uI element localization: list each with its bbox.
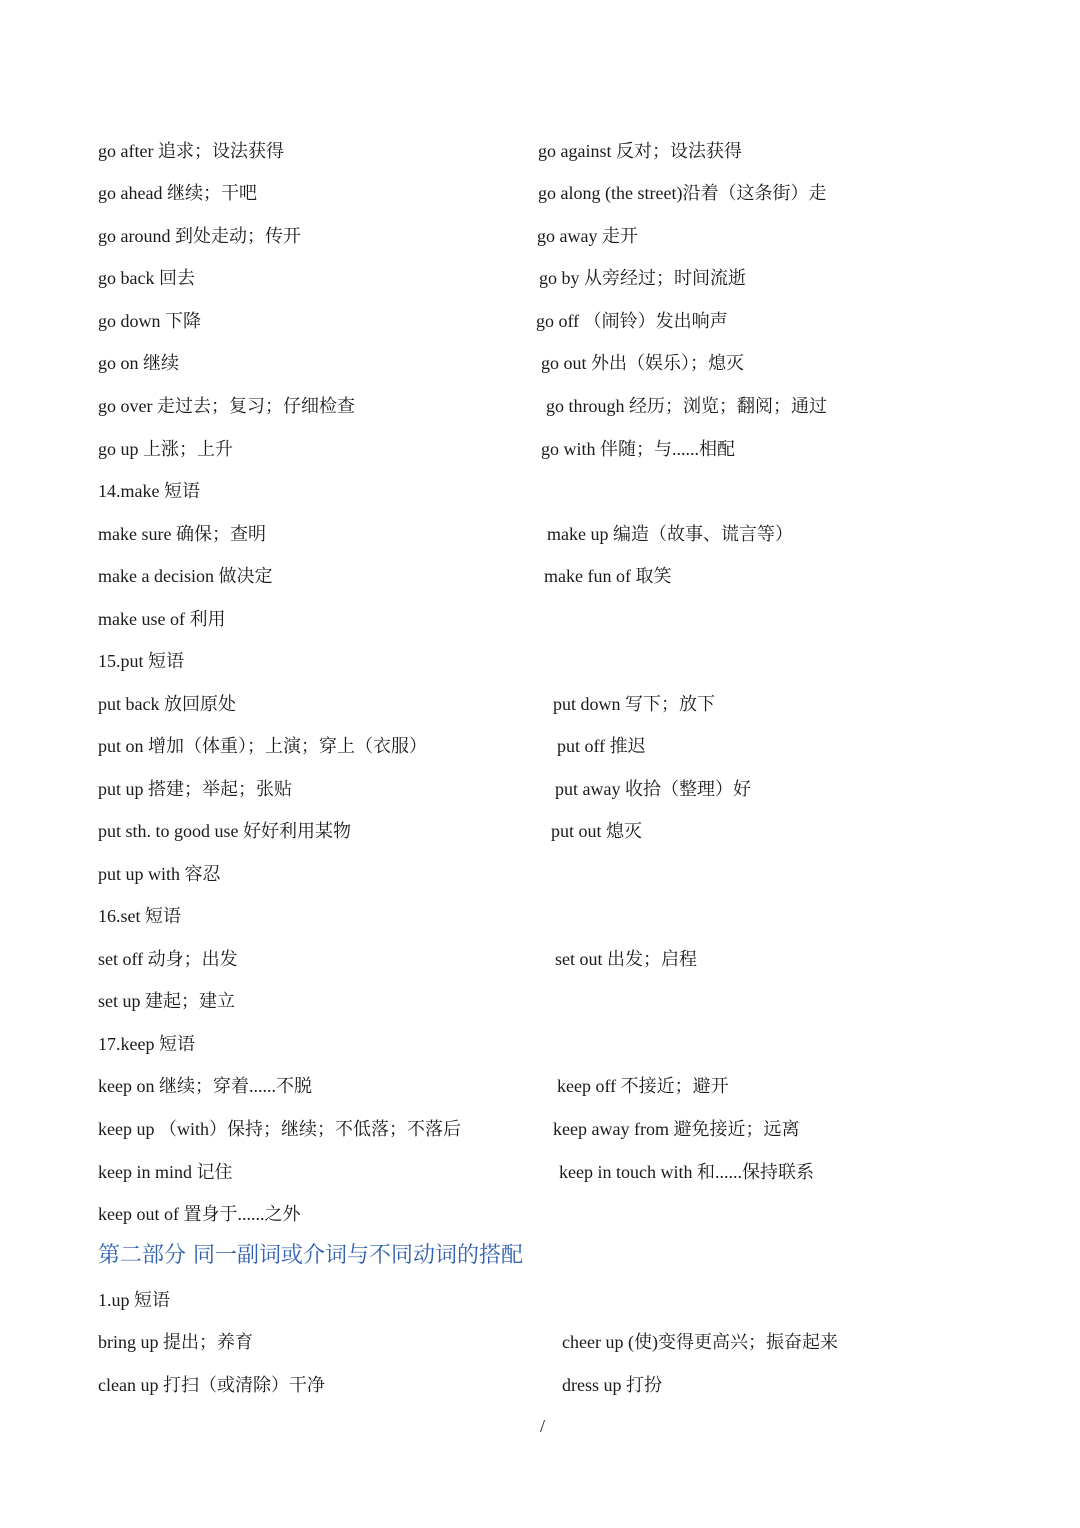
phrase-left: go on 继续 bbox=[98, 353, 179, 373]
phrase-left: put sth. to good use 好好利用某物 bbox=[98, 821, 352, 841]
phrase-right: go off （闹铃）发出响声 bbox=[536, 311, 728, 331]
phrase-right: make up 编造（故事、谎言等） bbox=[547, 524, 793, 544]
phrase-right: dress up 打扮 bbox=[562, 1375, 662, 1395]
section-heading-set: 16.set 短语 bbox=[98, 906, 181, 926]
phrase-right: go by 从旁经过；时间流逝 bbox=[539, 268, 746, 288]
phrase-row bbox=[98, 731, 998, 761]
phrase-left: keep out of 置身于......之外 bbox=[98, 1204, 301, 1224]
phrase-row bbox=[98, 1370, 998, 1400]
phrase-left: go over 走过去；复习；仔细检查 bbox=[98, 396, 355, 416]
phrase-row bbox=[98, 561, 998, 591]
phrase-left: put up with 容忍 bbox=[98, 864, 221, 884]
part-two-title: 第二部分 同一副词或介词与不同动词的搭配 bbox=[98, 1243, 523, 1268]
phrase-row bbox=[98, 1199, 998, 1229]
phrase-left: go down 下降 bbox=[98, 311, 201, 331]
phrase-right: keep away from 避免接近；远离 bbox=[553, 1119, 800, 1139]
phrase-right: put out 熄灭 bbox=[551, 821, 643, 841]
phrase-right: set out 出发；启程 bbox=[555, 949, 697, 969]
phrase-right: put off 推迟 bbox=[557, 736, 646, 756]
phrase-right: go out 外出（娱乐）；熄灭 bbox=[541, 353, 745, 373]
phrase-left: make use of 利用 bbox=[98, 609, 226, 629]
phrase-row bbox=[98, 1114, 998, 1144]
phrase-right: make fun of 取笑 bbox=[544, 566, 672, 586]
phrase-left: bring up 提出；养育 bbox=[98, 1332, 253, 1352]
phrase-row bbox=[98, 1071, 998, 1101]
phrase-left: go up 上涨；上升 bbox=[98, 439, 233, 459]
phrase-left: keep up （with）保持；继续；不低落；不落后 bbox=[98, 1119, 461, 1139]
phrase-left: put on 增加（体重）；上演；穿上（衣服） bbox=[98, 736, 427, 756]
phrase-row bbox=[98, 859, 998, 889]
phrase-row bbox=[98, 391, 998, 421]
phrase-row bbox=[98, 434, 998, 464]
phrase-right: put away 收拾（整理）好 bbox=[555, 779, 751, 799]
page-number: / bbox=[540, 1416, 546, 1436]
phrase-row bbox=[98, 1157, 998, 1187]
phrase-left: go around 到处走动；传开 bbox=[98, 226, 301, 246]
phrase-row bbox=[98, 944, 998, 974]
phrase-left: keep in mind 记住 bbox=[98, 1162, 233, 1182]
phrase-row bbox=[98, 689, 998, 719]
phrase-row bbox=[98, 519, 998, 549]
phrase-row bbox=[98, 986, 998, 1016]
phrase-left: put up 搭建；举起；张贴 bbox=[98, 779, 293, 799]
phrase-left: clean up 打扫（或清除）干净 bbox=[98, 1375, 325, 1395]
phrase-row bbox=[98, 816, 998, 846]
phrase-right: keep in touch with 和......保持联系 bbox=[559, 1162, 814, 1182]
phrase-right: keep off 不接近；避开 bbox=[557, 1076, 729, 1096]
section-heading-make: 14.make 短语 bbox=[98, 481, 200, 501]
phrase-right: go away 走开 bbox=[537, 226, 638, 246]
phrase-right: go through 经历；浏览；翻阅；通过 bbox=[546, 396, 827, 416]
phrase-row bbox=[98, 136, 998, 166]
phrase-left: go ahead 继续；干吧 bbox=[98, 183, 257, 203]
phrase-right: go with 伴随；与......相配 bbox=[541, 439, 736, 459]
phrase-left: go back 回去 bbox=[98, 268, 195, 288]
phrase-left: set up 建起；建立 bbox=[98, 991, 235, 1011]
phrase-left: keep on 继续；穿着......不脱 bbox=[98, 1076, 312, 1096]
phrase-left: put back 放回原处 bbox=[98, 694, 236, 714]
phrase-left: set off 动身；出发 bbox=[98, 949, 238, 969]
phrase-right: put down 写下；放下 bbox=[553, 694, 715, 714]
phrase-row bbox=[98, 306, 998, 336]
phrase-row bbox=[98, 604, 998, 634]
phrase-right: go along (the street)沿着（这条街）走 bbox=[538, 183, 827, 203]
phrase-row bbox=[98, 178, 998, 208]
phrase-row bbox=[98, 348, 998, 378]
phrase-left: go after 追求；设法获得 bbox=[98, 141, 284, 161]
phrase-right: cheer up (使)变得更高兴；振奋起来 bbox=[562, 1332, 838, 1352]
phrase-row bbox=[98, 221, 998, 251]
phrase-left: make a decision 做决定 bbox=[98, 566, 273, 586]
phrase-row bbox=[98, 263, 998, 293]
phrase-row bbox=[98, 774, 998, 804]
phrase-right: go against 反对；设法获得 bbox=[538, 141, 742, 161]
section-heading-keep: 17.keep 短语 bbox=[98, 1034, 195, 1054]
phrase-row bbox=[98, 1327, 998, 1357]
section-heading-put: 15.put 短语 bbox=[98, 651, 185, 671]
phrase-left: make sure 确保；查明 bbox=[98, 524, 266, 544]
section-heading-up: 1.up 短语 bbox=[98, 1290, 170, 1310]
